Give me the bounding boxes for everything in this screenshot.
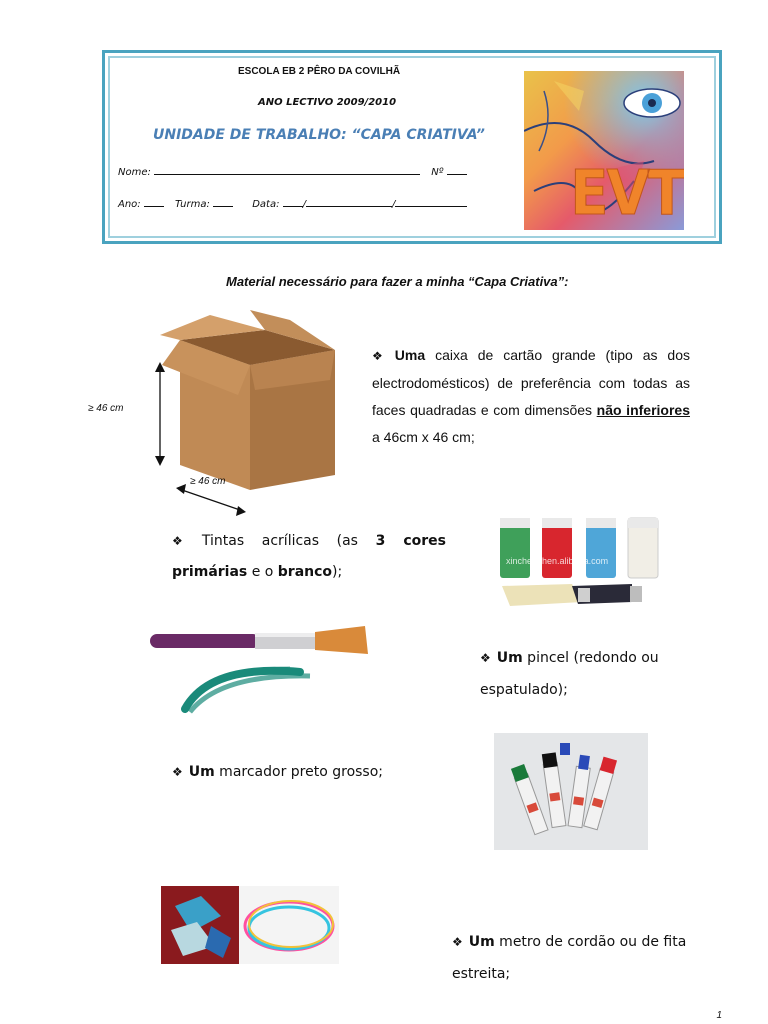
evt-logo-image: [524, 71, 684, 230]
name-line: [154, 174, 420, 175]
cord-and-ribbon-image: [161, 886, 339, 964]
box-item-bold: Uma: [394, 347, 426, 363]
ano-label: Ano:: [118, 199, 141, 210]
ano-line: [144, 206, 164, 207]
acrylic-paint-tubes-image: [492, 514, 662, 614]
turma-label: Turma:: [175, 199, 210, 210]
school-name: ESCOLA EB 2 PÊRO DA COVILHÃ: [238, 66, 401, 77]
year-line: [395, 206, 467, 207]
diamond-bullet-icon: ❖: [452, 935, 463, 949]
materials-subtitle: Material necessário para fazer a minha “Capa Criativa”:: [226, 274, 569, 289]
number-label: Nº: [431, 167, 444, 178]
paint-brush-image: [150, 624, 380, 724]
page-number: 1: [716, 1010, 722, 1021]
marker-item-text: ❖ Um marcador preto grosso;: [172, 764, 384, 780]
box-item-emphasis: não inferiores: [596, 402, 690, 418]
name-field-row: [118, 167, 467, 178]
diamond-bullet-icon: ❖: [480, 651, 491, 665]
number-line: [447, 174, 467, 175]
dimension-label-horizontal: ≥ 46 cm: [190, 476, 226, 487]
turma-line: [213, 206, 233, 207]
evt-logo-text: EVT: [570, 157, 684, 230]
diamond-bullet-icon: ❖: [172, 534, 196, 548]
diamond-bullet-icon: ❖: [172, 765, 183, 779]
box-item-text: ❖ Uma caixa de cartão grande (tipo as dos electrodomésticos) de preferência com todas as faces quadradas e com dimensões não inferiores a 46cm x 46 cm;: [372, 347, 690, 445]
month-line: [306, 206, 392, 207]
class-field-row: Ano: Turma: Data: / /: [118, 199, 467, 210]
watermark-text: xinchenghen.alibaba.com: [506, 556, 609, 566]
unit-title: UNIDADE DE TRABALHO: “CAPA CRIATIVA”: [153, 127, 485, 143]
day-line: [283, 206, 303, 207]
cardboard-box-image: [150, 310, 350, 520]
brush-item-text: ❖ Um pincel (redondo ou espatulado);: [480, 650, 659, 698]
paint-item-text: ❖ Tintas acrílicas (as 3 cores primárias e o branco);: [172, 533, 447, 580]
cord-item-text: ❖ Um metro de cordão ou de fita estreita;: [452, 934, 687, 982]
markers-image: [494, 733, 648, 850]
name-label: Nome:: [118, 167, 155, 178]
school-year: ANO LECTIVO 2009/2010: [258, 97, 397, 108]
diamond-bullet-icon: ❖: [372, 349, 389, 363]
dimension-label-vertical: ≥ 46 cm: [88, 403, 124, 414]
data-label: Data:: [252, 199, 280, 210]
